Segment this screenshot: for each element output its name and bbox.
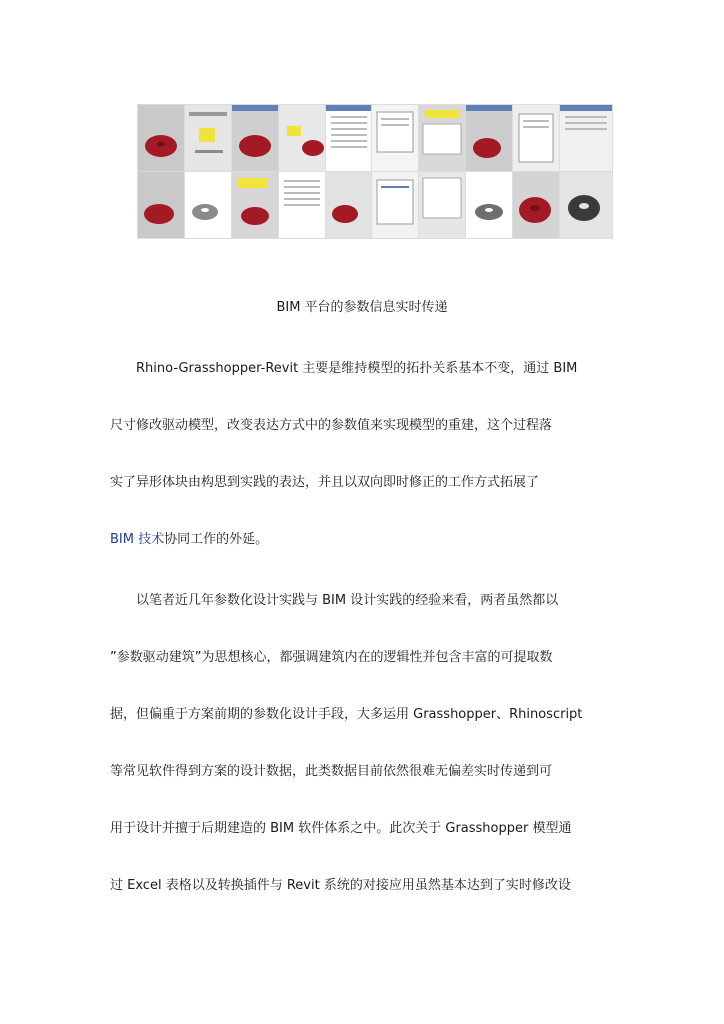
paragraph-line: 协同工作的外延。 — [164, 532, 269, 547]
paragraph-line: 等常见软件得到方案的设计数据，此类数据目前依然很难无偏差实时传递到可 — [110, 764, 553, 779]
collage-image — [137, 104, 613, 239]
paragraph-line: ”参数驱动建筑”为思想核心，都强调建筑内在的逻辑性并包含丰富的可提取数 — [110, 650, 553, 665]
screenshot-collage — [137, 104, 613, 239]
paragraph-2 — [110, 572, 616, 914]
paragraph-line: Rhino-Grasshopper-Revit 主要是维持模型的拓扑关系基本不变，通过 BIM — [136, 361, 578, 376]
bim-technology-link[interactable]: BIM 技术 — [110, 532, 165, 547]
paragraph-line: 实了异形体块由构思到实践的表达，并且以双向即时修正的工作方式拓展了 — [110, 475, 540, 490]
paragraph-line: 据，但偏重于方案前期的参数化设计手段，大多运用 Grasshopper、Rhinoscript — [110, 707, 583, 722]
paragraph-line: 过 Excel 表格以及转换插件与 Revit 系统的对接应用虽然基本达到了实时修改设 — [110, 878, 571, 893]
paragraph-1 — [110, 340, 616, 568]
paragraph-line: 以笔者近几年参数化设计实践与 BIM 设计实践的经验来看，两者虽然都以 — [136, 593, 559, 608]
paragraph-line: 尺寸修改驱动模型，改变表达方式中的参数值来实现模型的重建，这个过程落 — [110, 418, 553, 433]
paragraph-line: 用于设计并擅于后期建造的 BIM 软件体系之中。此次关于 Grasshopper 模型通 — [110, 821, 572, 836]
figure-caption: BIM 平台的参数信息实时传递 — [276, 300, 448, 315]
